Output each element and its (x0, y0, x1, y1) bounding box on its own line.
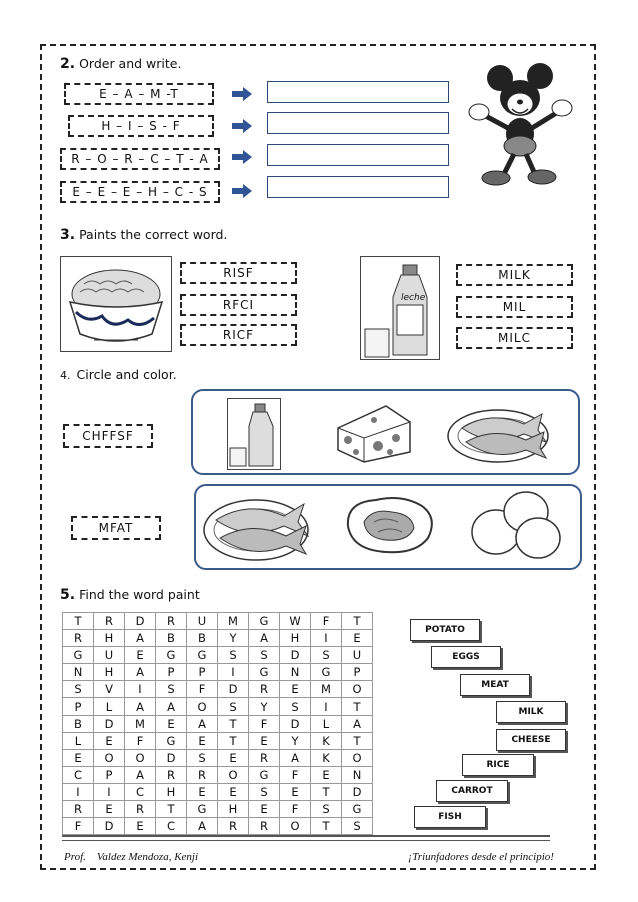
grid-cell[interactable]: H (94, 630, 125, 647)
grid-cell[interactable]: I (94, 783, 125, 800)
grid-cell[interactable]: A (342, 715, 373, 732)
scramble-box: R – O – R – C – T - A (60, 148, 220, 170)
grid-cell[interactable]: R (187, 766, 218, 783)
grid-cell[interactable]: N (342, 766, 373, 783)
fish-plate-illustration[interactable] (446, 400, 554, 466)
fish-plate-illustration[interactable] (202, 490, 314, 564)
grid-cell[interactable]: S (342, 818, 373, 835)
word-tag: MILK (496, 701, 566, 723)
scramble-box: E – A – M -T (64, 83, 214, 105)
grid-cell[interactable]: H (280, 630, 311, 647)
grid-cell[interactable]: D (94, 818, 125, 835)
section-title: Paints the correct word. (79, 227, 228, 242)
grid-cell[interactable]: D (218, 681, 249, 698)
grid-cell[interactable]: S (156, 681, 187, 698)
grid-cell[interactable]: T (63, 613, 94, 630)
grid-cell[interactable]: B (187, 630, 218, 647)
footer-motto: ¡Triunfadores desde el principio! (408, 851, 554, 863)
grid-cell[interactable]: O (125, 749, 156, 766)
grid-cell[interactable]: O (218, 766, 249, 783)
grid-row (63, 715, 373, 732)
grid-cell[interactable]: I (311, 630, 342, 647)
grid-cell[interactable]: B (156, 630, 187, 647)
grid-cell[interactable]: W (280, 613, 311, 630)
grid-cell[interactable]: A (187, 715, 218, 732)
grid-cell[interactable]: R (156, 766, 187, 783)
grid-cell[interactable]: A (125, 630, 156, 647)
grid-cell[interactable]: S (187, 749, 218, 766)
word-tag: MEAT (460, 674, 530, 696)
grid-cell[interactable]: R (249, 681, 280, 698)
answer-field[interactable] (267, 112, 449, 134)
grid-cell[interactable]: S (249, 647, 280, 664)
grid-cell[interactable]: G (249, 613, 280, 630)
section-title: Circle and color. (76, 367, 177, 382)
grid-cell[interactable]: E (94, 732, 125, 749)
section-number: 5. (60, 587, 76, 603)
section-5-header (60, 587, 200, 603)
grid-cell[interactable]: L (94, 698, 125, 715)
answer-field[interactable] (267, 81, 449, 103)
grid-cell[interactable]: G (156, 647, 187, 664)
grid-cell[interactable]: E (280, 783, 311, 800)
word-option[interactable]: RICF (180, 324, 297, 346)
grid-cell[interactable]: K (311, 732, 342, 749)
grid-cell[interactable]: G (63, 647, 94, 664)
section-4-header (60, 367, 177, 382)
grid-cell[interactable]: R (63, 801, 94, 818)
arrow-right-icon (232, 87, 252, 101)
grid-row (63, 664, 373, 681)
grid-cell[interactable]: E (156, 715, 187, 732)
grid-cell[interactable]: F (63, 818, 94, 835)
scramble-box: H – I – S - F (68, 115, 214, 137)
grid-cell[interactable]: I (218, 664, 249, 681)
grid-cell[interactable]: F (125, 732, 156, 749)
grid-cell[interactable]: H (156, 783, 187, 800)
grid-cell[interactable]: R (63, 630, 94, 647)
grid-cell[interactable]: L (63, 732, 94, 749)
word-tag: EGGS (431, 646, 501, 668)
word-tag: FISH (414, 806, 486, 828)
arrow-right-icon (232, 150, 252, 164)
grid-row (63, 783, 373, 800)
grid-cell[interactable]: G (249, 664, 280, 681)
grid-cell[interactable]: T (342, 698, 373, 715)
grid-cell[interactable]: E (342, 630, 373, 647)
grid-cell[interactable]: F (249, 715, 280, 732)
grid-cell[interactable]: N (280, 664, 311, 681)
milk-bottle-illustration (360, 256, 440, 360)
grid-cell[interactable]: R (249, 818, 280, 835)
grid-cell[interactable]: G (187, 801, 218, 818)
grid-cell[interactable]: V (94, 681, 125, 698)
grid-cell[interactable]: R (125, 801, 156, 818)
grid-cell[interactable]: T (156, 801, 187, 818)
word-tag: POTATO (410, 619, 480, 641)
section-number: 2. (60, 56, 76, 72)
grid-cell[interactable]: R (218, 818, 249, 835)
grid-cell[interactable]: E (94, 801, 125, 818)
word-search-grid[interactable] (62, 612, 373, 835)
grid-cell[interactable]: R (156, 613, 187, 630)
section-2-header (60, 56, 181, 72)
grid-row (63, 766, 373, 783)
grid-cell[interactable]: T (218, 715, 249, 732)
grid-cell[interactable]: K (311, 749, 342, 766)
word-option[interactable]: MIL (456, 296, 573, 318)
milk-bottle-illustration[interactable] (227, 398, 281, 470)
grid-cell[interactable]: S (280, 698, 311, 715)
grid-cell[interactable]: A (125, 698, 156, 715)
grid-cell[interactable]: C (125, 783, 156, 800)
grid-row (63, 613, 373, 630)
grid-cell[interactable]: G (187, 647, 218, 664)
grid-cell[interactable]: E (187, 783, 218, 800)
grid-row (63, 647, 373, 664)
grid-cell[interactable]: P (94, 766, 125, 783)
grid-cell[interactable]: F (280, 801, 311, 818)
grid-cell[interactable]: E (63, 749, 94, 766)
grid-cell[interactable]: O (280, 818, 311, 835)
grid-cell[interactable]: E (218, 749, 249, 766)
grid-cell[interactable]: T (218, 732, 249, 749)
word-clue: CHFFSF (63, 424, 153, 448)
grid-cell[interactable]: P (156, 664, 187, 681)
grid-cell[interactable]: D (156, 749, 187, 766)
rice-bowl-illustration (60, 256, 172, 352)
scramble-box: E – E – E – H – C - S (60, 181, 220, 203)
grid-cell[interactable]: S (311, 801, 342, 818)
grid-cell[interactable]: Y (218, 630, 249, 647)
grid-cell[interactable]: P (63, 698, 94, 715)
section-3-header (60, 227, 227, 243)
grid-cell[interactable]: H (94, 664, 125, 681)
grid-cell[interactable]: T (311, 783, 342, 800)
section-number: 3. (60, 227, 76, 243)
grid-cell[interactable]: Y (280, 732, 311, 749)
grid-cell[interactable]: T (342, 613, 373, 630)
grid-cell[interactable]: G (156, 732, 187, 749)
grid-cell[interactable]: R (94, 613, 125, 630)
grid-cell[interactable]: E (125, 647, 156, 664)
grid-cell[interactable]: M (311, 681, 342, 698)
section-title: Order and write. (79, 56, 182, 71)
grid-cell[interactable]: Y (249, 698, 280, 715)
grid-cell[interactable]: A (187, 818, 218, 835)
grid-row (63, 818, 373, 835)
grid-cell[interactable]: O (342, 681, 373, 698)
grid-cell[interactable]: N (63, 664, 94, 681)
word-clue: MFAT (71, 516, 161, 540)
grid-cell[interactable]: I (125, 681, 156, 698)
grid-cell[interactable]: C (156, 818, 187, 835)
grid-cell[interactable]: U (187, 613, 218, 630)
arrow-right-icon (232, 184, 252, 198)
grid-row (63, 698, 373, 715)
cheese-illustration[interactable] (334, 402, 414, 466)
word-option[interactable]: MILK (456, 264, 573, 286)
grid-row (63, 681, 373, 698)
grid-cell[interactable]: O (187, 698, 218, 715)
grid-cell[interactable]: G (342, 801, 373, 818)
grid-cell[interactable]: E (187, 732, 218, 749)
word-option[interactable]: RFCI (180, 294, 297, 316)
grid-cell[interactable]: S (218, 647, 249, 664)
divider (62, 840, 550, 841)
word-tag: CHEESE (496, 729, 566, 751)
grid-row (63, 732, 373, 749)
grid-cell[interactable]: T (342, 732, 373, 749)
grid-cell[interactable]: U (342, 647, 373, 664)
grid-cell[interactable]: F (280, 766, 311, 783)
grid-cell[interactable]: D (280, 647, 311, 664)
divider (62, 835, 550, 837)
grid-cell[interactable]: D (280, 715, 311, 732)
grid-cell[interactable]: F (187, 681, 218, 698)
grid-cell[interactable]: U (94, 647, 125, 664)
word-tag: CARROT (436, 780, 508, 802)
answer-field[interactable] (267, 144, 449, 166)
grid-row (63, 749, 373, 766)
grid-cell[interactable]: P (342, 664, 373, 681)
grid-cell[interactable]: E (311, 766, 342, 783)
grid-cell[interactable]: I (63, 783, 94, 800)
grid-cell[interactable]: G (311, 664, 342, 681)
grid-cell[interactable]: D (125, 613, 156, 630)
grid-cell[interactable]: S (218, 698, 249, 715)
word-option[interactable]: MILC (456, 327, 573, 349)
grid-cell[interactable]: A (156, 698, 187, 715)
grid-row (63, 801, 373, 818)
mickey-mouse-illustration (468, 62, 574, 192)
footer-author: Prof. Valdez Mendoza, Kenji (64, 851, 199, 863)
grid-cell[interactable]: S (63, 681, 94, 698)
carton-label: leche (401, 293, 426, 303)
grid-cell[interactable]: S (249, 783, 280, 800)
grid-cell[interactable]: A (249, 630, 280, 647)
grid-cell[interactable]: D (342, 783, 373, 800)
answer-field[interactable] (267, 176, 449, 198)
section-title: Find the word paint (79, 587, 200, 602)
word-option[interactable]: RISF (180, 262, 297, 284)
grid-cell[interactable]: A (125, 664, 156, 681)
grid-cell[interactable]: O (94, 749, 125, 766)
grid-cell[interactable]: A (280, 749, 311, 766)
grid-cell[interactable]: T (311, 818, 342, 835)
grid-cell[interactable]: G (249, 766, 280, 783)
grid-cell[interactable]: F (311, 613, 342, 630)
meat-illustration[interactable] (342, 492, 438, 558)
arrow-right-icon (232, 119, 252, 133)
grid-cell[interactable]: S (311, 647, 342, 664)
grid-cell[interactable]: M (125, 715, 156, 732)
grid-cell[interactable]: P (187, 664, 218, 681)
grid-cell[interactable]: A (125, 766, 156, 783)
grid-cell[interactable]: E (218, 783, 249, 800)
grid-cell[interactable]: E (249, 801, 280, 818)
grid-row (63, 630, 373, 647)
word-tag: RICE (462, 754, 534, 776)
section-number: 4. (60, 369, 71, 382)
grid-cell[interactable]: E (125, 818, 156, 835)
grid-cell[interactable]: O (342, 749, 373, 766)
grid-cell[interactable]: E (249, 732, 280, 749)
grid-cell[interactable]: L (311, 715, 342, 732)
grid-cell[interactable]: C (63, 766, 94, 783)
grid-cell[interactable]: B (63, 715, 94, 732)
grid-cell[interactable]: R (249, 749, 280, 766)
grid-cell[interactable]: H (218, 801, 249, 818)
grid-cell[interactable]: D (94, 715, 125, 732)
grid-cell[interactable]: I (311, 698, 342, 715)
grid-cell[interactable]: M (218, 613, 249, 630)
eggs-illustration[interactable] (468, 488, 564, 560)
grid-cell[interactable]: E (280, 681, 311, 698)
